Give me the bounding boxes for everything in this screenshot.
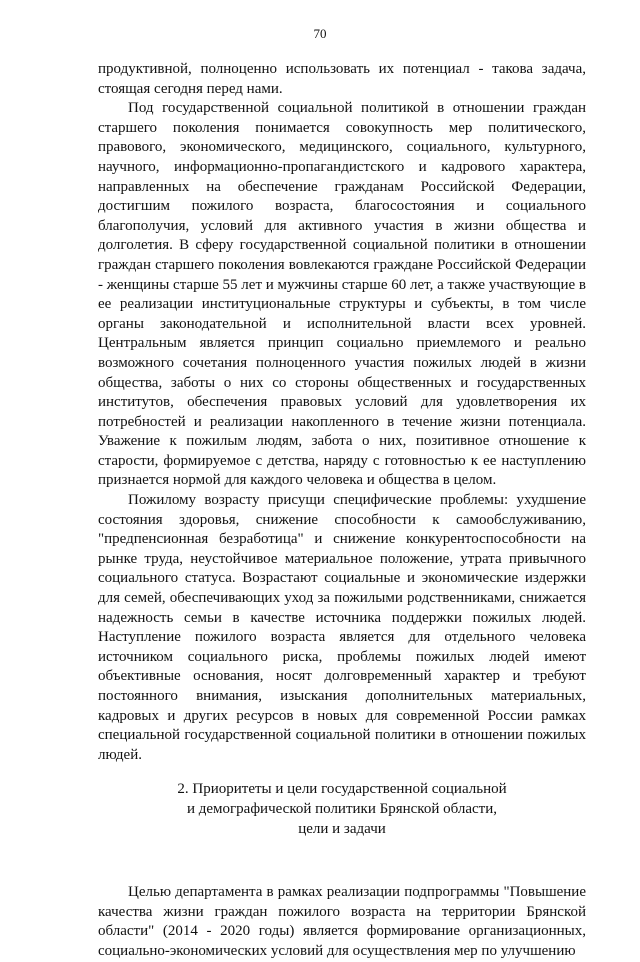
paragraph-continuation: продуктивной, полноценно использовать их потенциал - такова задача, стоящая сегодня перед нами. bbox=[98, 61, 586, 97]
section-heading-line-2: и демографической политики Брянской области, bbox=[186, 800, 498, 817]
page-number: 70 bbox=[313, 26, 327, 41]
document-body bbox=[98, 60, 586, 962]
section-heading-line-3: цели и задачи bbox=[298, 820, 386, 837]
section-heading bbox=[98, 780, 586, 839]
paragraph-elderly-problems: Пожилому возрасту присущи специфические проблемы: ухудшение состояния здоровья, снижение способности к самообслуживанию, "предпенсионная безработица" и снижение конкурентоспособности на рынке труда, неустойчивое материальное положение, утрата привычного социального статуса. Возрастают социальные и экономические издержки для семей, обеспечивающих уход за пожилыми родственниками, снижается надежность семьи в качестве источника поддержки пожилых людей. Наступление пожилого возраста является для отдельного человека источником социального риска, проблемы пожилых людей имеют объективные основания, носят долговременный характер и требуют постоянного внимания, изыскания дополнительных материальных, кадровых и других ресурсов в новых для современной России рамках специальной государственной социальной политики в отношении пожилых людей. bbox=[98, 492, 586, 763]
paragraph-state-policy-definition: Под государственной социальной политикой в отношении граждан старшего поколения понимается совокупность мер политического, правового, экономического, медицинского, социального, культурного, научного, информационно-пропагандистского и кадрового характера, направленных на обеспечение гражданам Российской Федерации, достигшим пожилого возраста, благосостояния и социального благополучия, условий для активного участия в жизни общества и долголетия. В сферу государственной социальной политики в отношении граждан старшего поколения вовлекаются граждане Российской Федерации - женщины старше 55 лет и мужчины старше 60 лет, а также участвующие в ее реализации институциональные структуры и субъекты, в том числе органы законодательной и исполнительной власти всех уровней. Центральным является принцип социально приемлемого и реально возможного сочетания полноценного участия пожилых людей в жизни общества, заботы о них со стороны общественных и государственных институтов, обеспечения правовых условий для удовлетворения их потребностей и реализации накопленного в течение жизни потенциала. Уважение к пожилым людям, забота о них, позитивное отношение к старости, формируемое с детства, наряду с готовностью к ее наступлению признается нормой для каждого человека и общества в целом. bbox=[98, 100, 586, 489]
paragraph-department-goal: Целью департамента в рамках реализации подпрограммы "Повышение качества жизни граждан пожилого возраста на территории Брянской области" (2014 - 2020 годы) является формирование организационных, социально-экономических условий для осуществления мер по улучшению bbox=[98, 884, 586, 959]
section-heading-line-1: 2. Приоритеты и цели государственной социальной bbox=[177, 781, 507, 798]
